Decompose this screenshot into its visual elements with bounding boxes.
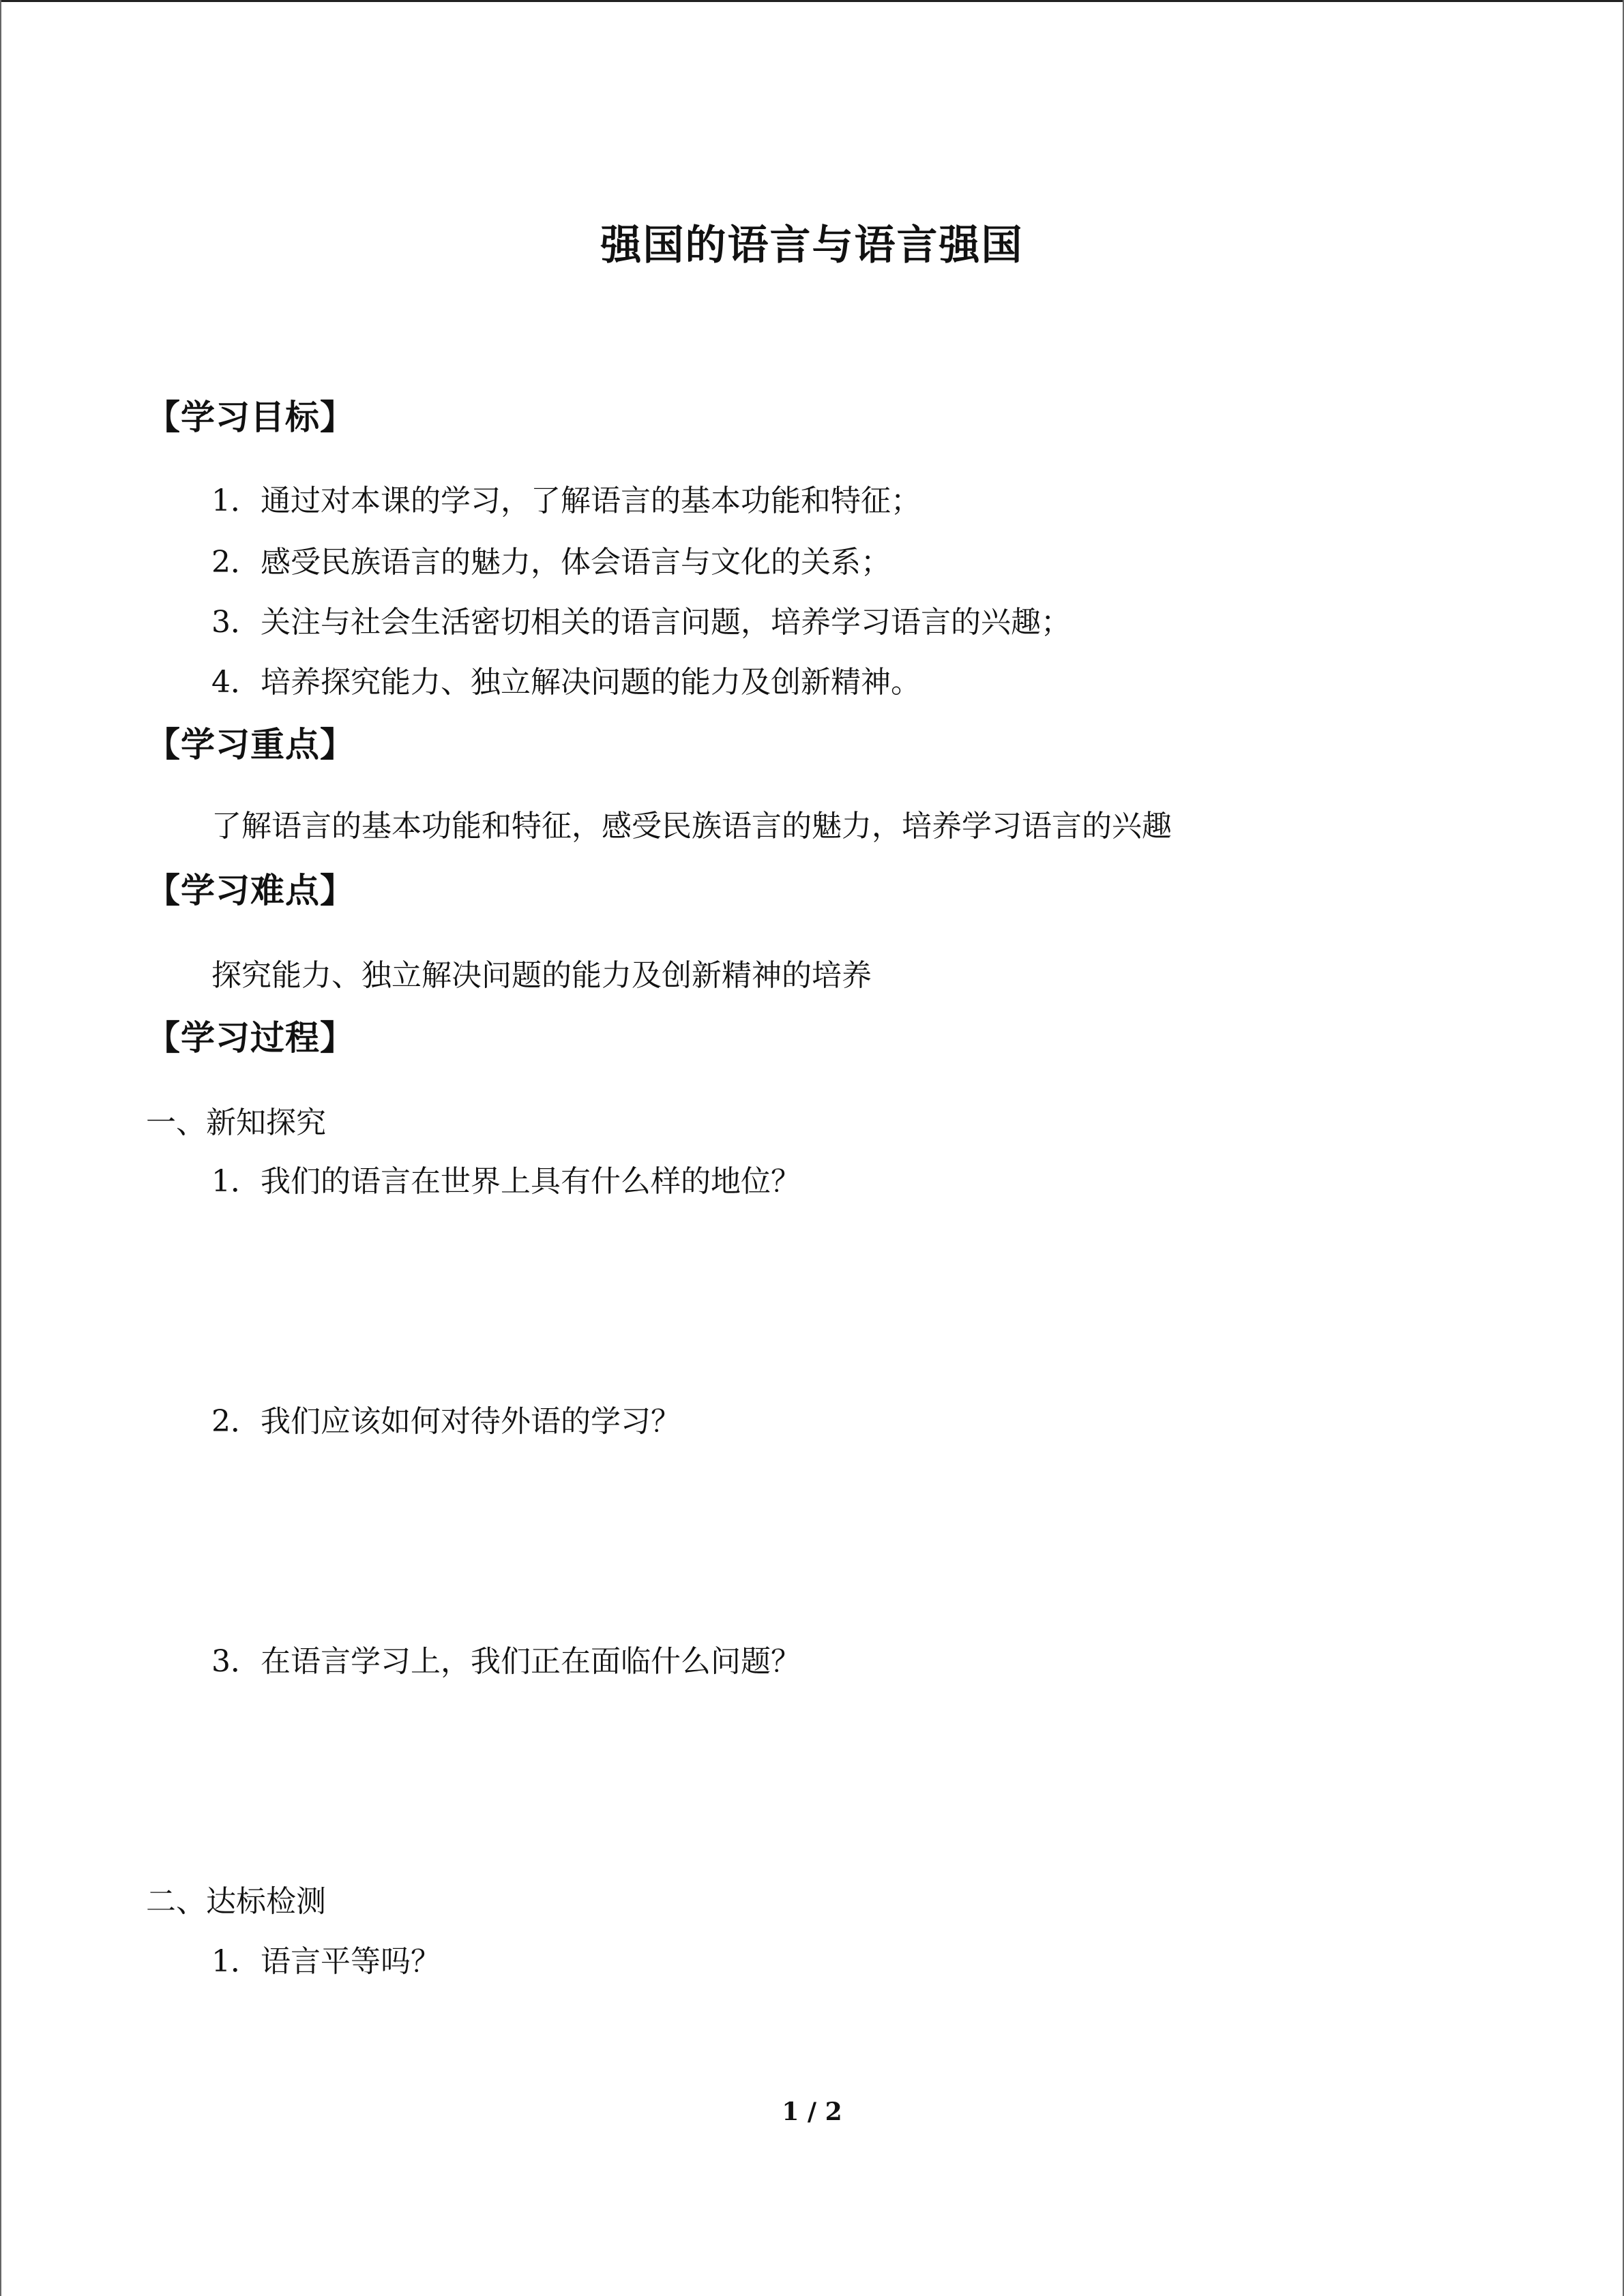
part1-heading: 一、新知探究 — [146, 1105, 326, 1140]
objective-item-3: 3．关注与社会生活密切相关的语言问题，培养学习语言的兴趣； — [211, 605, 1071, 640]
key-points-text: 了解语言的基本功能和特征，感受民族语言的魅力，培养学习语言的兴趣 — [211, 809, 1172, 844]
part2-heading: 二、达标检测 — [146, 1884, 326, 1919]
document-title: 强国的语言与语言强国 — [600, 222, 1024, 269]
difficulties-heading: 【学习难点】 — [146, 870, 355, 910]
objectives-heading: 【学习目标】 — [146, 397, 355, 437]
difficulties-text: 探究能力、独立解决问题的能力及创新精神的培养 — [211, 958, 872, 993]
part2-question-1: 1．语言平等吗？ — [211, 1944, 441, 1979]
objective-item-1: 1．通过对本课的学习，了解语言的基本功能和特征； — [211, 483, 921, 518]
part1-question-1: 1．我们的语言在世界上具有什么样的地位？ — [211, 1164, 801, 1199]
page-number: 1 / 2 — [782, 2098, 842, 2126]
objective-item-2: 2．感受民族语言的魅力，体会语言与文化的关系； — [211, 545, 891, 580]
left-border — [0, 0, 1, 2296]
part1-question-3: 3．在语言学习上，我们正在面临什么问题？ — [211, 1644, 801, 1679]
objective-item-4: 4．培养探究能力、独立解决问题的能力及创新精神。 — [211, 665, 921, 700]
process-heading: 【学习过程】 — [146, 1017, 355, 1058]
key-points-heading: 【学习重点】 — [146, 724, 355, 764]
part1-question-2: 2．我们应该如何对待外语的学习？ — [211, 1404, 681, 1439]
top-border — [0, 0, 1624, 2]
